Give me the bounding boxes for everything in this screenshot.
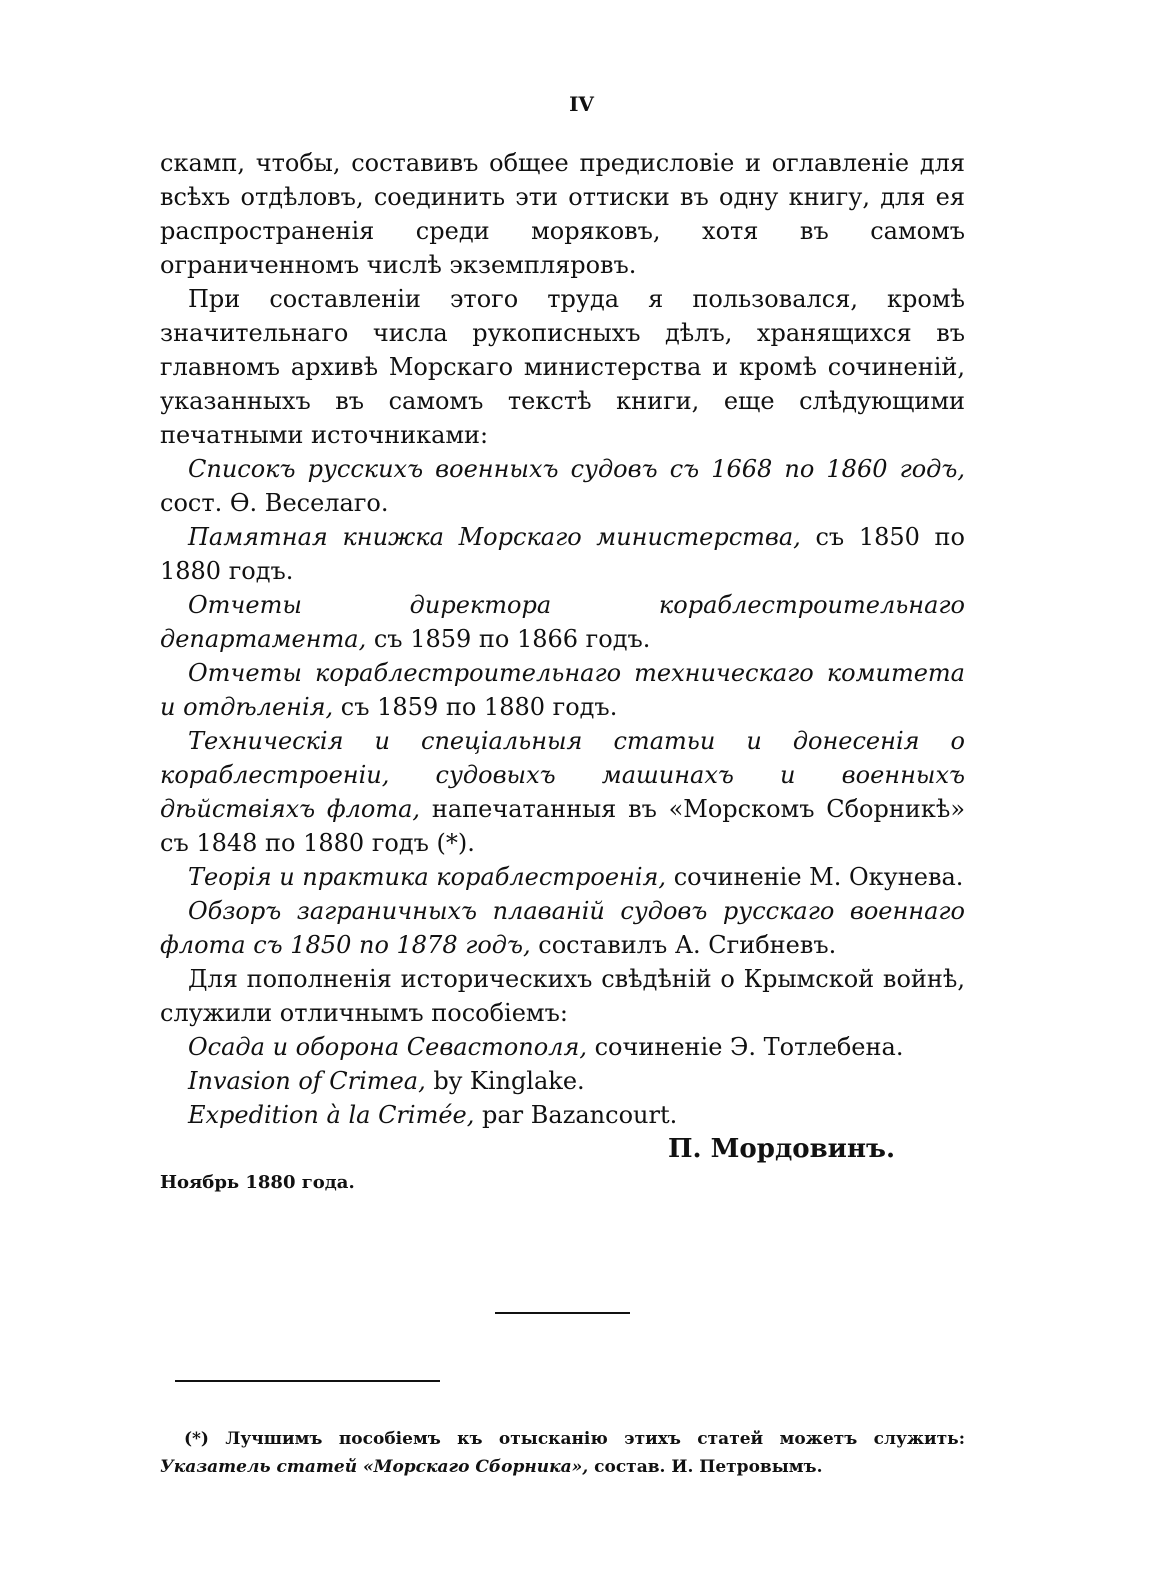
source-details: съ 1859 по 1866 годъ. (366, 625, 651, 653)
source-details: by Kinglake. (425, 1067, 585, 1095)
source-item (160, 588, 965, 656)
source-item (160, 724, 965, 860)
source-item (160, 452, 965, 520)
footnote-title: Указатель статей «Морскаго Сборника», (160, 1457, 589, 1477)
crimea-source-item (160, 1098, 965, 1132)
source-title: Expedition à la Crimée, (188, 1101, 475, 1129)
source-title: Осада и оборона Севастополя, (188, 1033, 587, 1061)
footnote-rule (175, 1380, 440, 1382)
source-item (160, 520, 965, 588)
source-title: Обзоръ заграничныхъ плаваній судовъ русскаго военнаго флота съ 1850 по 1878 годъ, (160, 897, 965, 959)
source-details: сочиненіе М. Окунева. (666, 863, 964, 891)
source-title: Списокъ русскихъ военныхъ судовъ съ 1668 по 1860 годъ, (188, 455, 965, 483)
footnote-text: (*) Лучшимъ пособіемъ къ отысканію этихъ статей можетъ служить: (184, 1429, 965, 1449)
footnote-details: состав. И. Петровымъ. (588, 1457, 823, 1477)
source-details: сочиненіе Э. Тотлебена. (586, 1033, 904, 1061)
source-title: Отчеты кораблестроительнаго техническаго комитета и отдѣленія, (160, 659, 965, 721)
source-details: par Bazancourt. (474, 1101, 678, 1129)
section-separator (495, 1312, 630, 1314)
source-details: напечатанныя въ «Морскомъ Сборникѣ» съ 1848 по 1880 годъ (*). (160, 795, 966, 857)
source-title: Памятная книжка Морскаго министерства, (188, 523, 801, 551)
source-details: составилъ А. Сгибневъ. (530, 931, 837, 959)
source-item (160, 860, 965, 894)
author-signature: П. Мордовинъ. (667, 1134, 895, 1164)
crimea-source-item (160, 1064, 965, 1098)
source-item (160, 656, 965, 724)
crimea-source-item (160, 1030, 965, 1064)
source-details: съ 1850 по 1880 годъ. (160, 523, 965, 585)
page-number: IV (569, 92, 594, 116)
source-title: Теорія и практика кораблестроенія, (188, 863, 667, 891)
date-line: Ноябрь 1880 года. (160, 1172, 355, 1193)
source-title: Техническія и спеціальныя статьи и донесенія о кораблестроеніи, судовыхъ машинахъ и военныхъ дѣйствіяхъ флота, (160, 727, 965, 823)
footnote (160, 1425, 965, 1481)
paragraph-continuation: скамп, чтобы, составивъ общее предисловіе и оглавленіе для всѣхъ отдѣловъ, соединить эти оттиски въ одну книгу, для ея распространенія среди моряковъ, хотя въ самомъ ограниченномъ числѣ экземпляровъ. (160, 149, 965, 279)
main-text (160, 146, 965, 1200)
source-title: Отчеты директора кораблестроительнаго департамента, (160, 591, 965, 653)
source-details: сост. Ѳ. Веселаго. (160, 489, 389, 517)
paragraph-sources-intro: При составленіи этого труда я пользовался, кромѣ значительнаго числа рукописныхъ дѣлъ, хранящихся въ главномъ архивѣ Морскаго министерства и кромѣ сочиненій, указанныхъ въ самомъ текстѣ книги, еще слѣдующими печатными источниками: (160, 285, 965, 449)
source-details: съ 1859 по 1880 годъ. (333, 693, 618, 721)
paragraph-crimea-intro: Для пополненія историческихъ свѣдѣній о Крымской войнѣ, служили отличнымъ пособіемъ: (160, 965, 965, 1027)
source-item (160, 894, 965, 962)
source-title: Invasion of Crimea, (188, 1067, 426, 1095)
